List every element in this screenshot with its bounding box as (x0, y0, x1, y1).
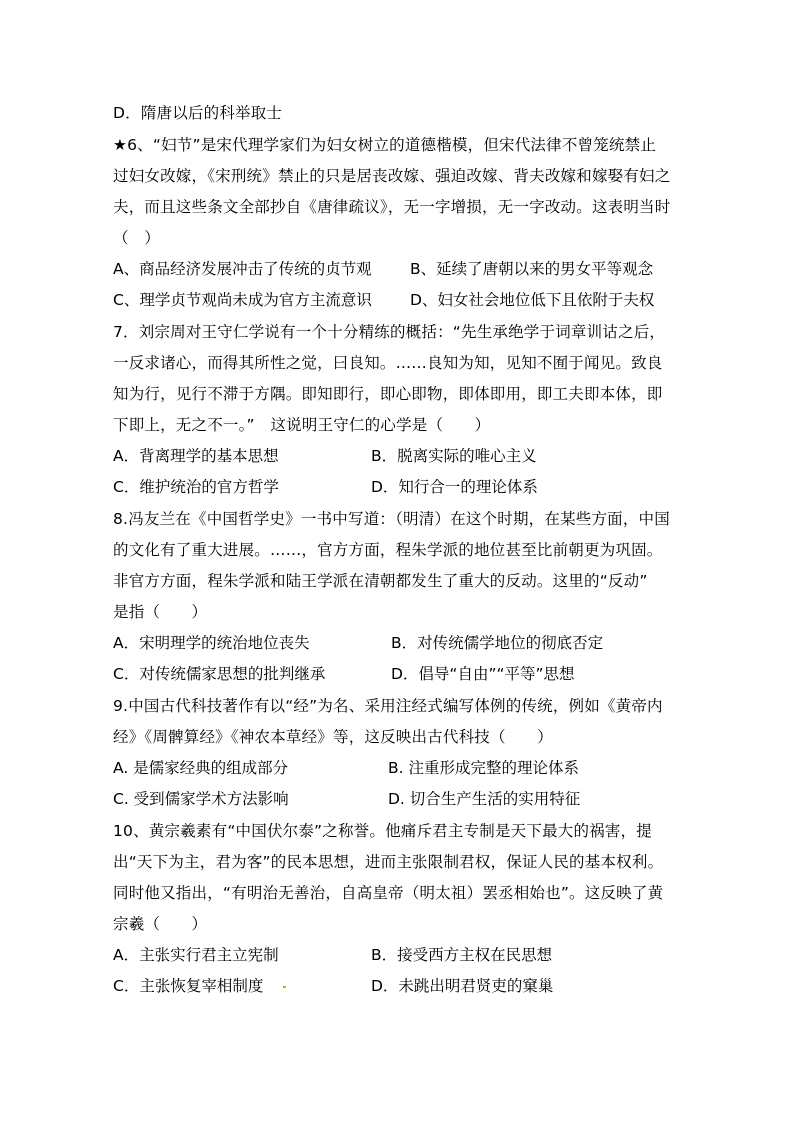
q6-stem-line-2: 过妇女改嫁，《宋刑统》禁止的只是居丧改嫁、强迫改嫁、背夫改嫁和嫁娶有妇之 (113, 167, 671, 185)
q9-stem-line-1: 9.中国古代科技著作有以“经”为名、采用注经式编写体例的传统，例如《黄帝内 (113, 697, 663, 715)
q8-option-b: B．对传统儒学地位的彻底否定 (391, 634, 604, 652)
q10-stem-line-2: 出“天下为主，君为客”的民本思想，进而主张限制君权，保证人民的基本权利。 (113, 853, 664, 871)
q8-option-c: C．对传统儒家思想的批判继承 (113, 665, 326, 683)
q6-option-a: A、商品经济发展冲击了传统的贞节观 (113, 260, 372, 278)
q6-stem-line-1: ★6、“妇节”是宋代理学家们为妇女树立的道德楷模，但宋代法律不曾笼统禁止 (113, 136, 657, 154)
q7-option-c: C．维护统治的官方哲学 (113, 478, 279, 496)
q7-option-d: D．知行合一的理论体系 (371, 478, 538, 496)
q10-option-b: B．接受西方主权在民思想 (371, 946, 553, 964)
q8-stem-line-3: 非官方方面，程朱学派和陆王学派在清朝都发生了重大的反动。这里的“反动” (113, 572, 648, 590)
q10-option-c: C．主张恢复宰相制度 (113, 977, 264, 995)
q6-option-d: D、妇女社会地位低下且依附于夫权 (410, 291, 655, 309)
q10-stem-line-4: 宗羲（ ） (113, 915, 208, 933)
q5-option-d: D．隋唐以后的科举取士 (113, 104, 283, 122)
q7-stem-line-3: 知为行，见行不滞于方隅。即知即行，即心即物，即体即用，即工夫即本体，即 (113, 385, 663, 403)
q8-stem-line-2: 的文化有了重大进展。……，官方方面，程朱学派的地位甚至比前朝更为巩固。 (113, 541, 663, 559)
q9-option-d: D. 切合生产生活的实用特征 (388, 790, 581, 808)
q8-stem-line-4: 是指（ ） (113, 603, 208, 621)
q9-option-b: B. 注重形成完整的理论体系 (388, 759, 579, 777)
q6-stem-line-3: 夫，而且这些条文全部抄自《唐律疏议》，无一字增损，无一字改动。这表明当时 (113, 198, 671, 216)
q6-option-c: C、理学贞节观尚未成为官方主流意识 (113, 291, 372, 309)
q10-option-d: D．未跳出明君贤吏的窠巢 (371, 977, 554, 995)
q9-option-c: C. 受到儒家学术方法影响 (113, 790, 289, 808)
q8-stem-line-1: 8.冯友兰在《中国哲学史》一书中写道：（明清）在这个时期，在某些方面，中国 (113, 510, 670, 528)
stray-mark (283, 986, 286, 988)
q10-stem-line-3: 同时他又指出，“有明治无善治，自高皇帝（明太祖）罢丞相始也”。这反映了黄 (113, 884, 664, 902)
q9-stem-line-2: 经》《周髀算经》《神农本草经》等，这反映出古代科技（ ） (113, 728, 553, 746)
q7-option-b: B．脱离实际的唯心主义 (371, 447, 537, 465)
q10-stem-line-1: 10、黄宗羲素有“中国伏尔泰”之称誉。他痛斥君主专制是天下最大的祸害，提 (113, 822, 652, 840)
q7-stem-line-4: 下即上，无之不一。” 这说明王守仁的心学是（ ） (113, 416, 491, 434)
q7-stem-line-1: 7．刘宗周对王守仁学说有一个十分精练的概括：“先生承绝学于词章训诂之后， (113, 323, 666, 341)
q7-stem-line-2: 一反求诸心，而得其所性之觉，曰良知。……良知为知，见知不囿于闻见。致良 (113, 354, 663, 372)
q6-option-b: B、延续了唐朝以来的男女平等观念 (410, 260, 654, 278)
q8-option-a: A．宋明理学的统治地位丧失 (113, 634, 310, 652)
q6-stem-line-4: （ ） (113, 229, 161, 247)
q7-option-a: A．背离理学的基本思想 (113, 447, 279, 465)
q9-option-a: A. 是儒家经典的组成部分 (113, 759, 289, 777)
q8-option-d: D．倡导“自由”“平等”思想 (391, 665, 575, 683)
q10-option-a: A．主张实行君主立宪制 (113, 946, 279, 964)
